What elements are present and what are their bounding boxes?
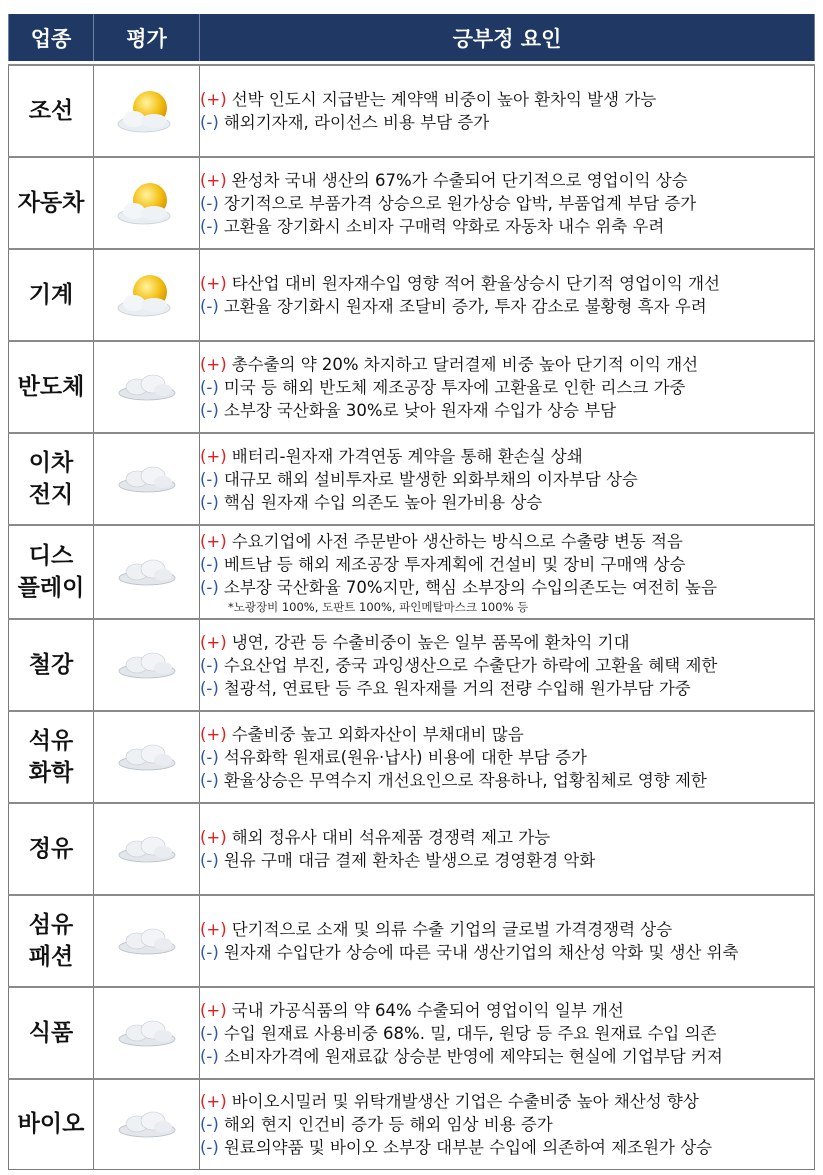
factor-sign: (+) <box>200 90 227 109</box>
sector-cell <box>9 619 94 711</box>
factor-sign: (-) <box>200 216 219 236</box>
sector-cell <box>9 525 94 619</box>
cloud-icon <box>115 1018 179 1048</box>
table-row <box>9 1079 815 1169</box>
positive-factor <box>200 826 814 849</box>
factor-text: 석유화학 원재료(원유·납사) 비용에 대한 부담 증가 <box>223 747 587 767</box>
table-row <box>9 249 815 341</box>
sector-name: 기계 <box>28 282 74 308</box>
factors-cell <box>200 525 815 619</box>
footnote: *노광장비 100%, 도판트 100%, 파인메탈마스크 100% 등 <box>228 599 529 614</box>
rating-cell <box>94 65 200 157</box>
negative-factor <box>200 1113 814 1136</box>
table-row <box>9 65 815 157</box>
factor-text: 미국 등 해외 반도체 제조공장 투자에 고환율로 인한 리스크 가중 <box>223 377 686 397</box>
factors-cell <box>200 987 815 1079</box>
sector-cell <box>9 249 94 341</box>
factor-text: 고환율 장기화시 원자재 조달비 증가, 투자 감소로 불황형 흑자 우려 <box>223 297 707 316</box>
factor-text: 해외 정유사 대비 석유제품 경쟁력 제고 가능 <box>231 828 551 847</box>
sector-name: 바이오 <box>17 1111 85 1138</box>
factor-sign: (-) <box>200 747 219 767</box>
positive-factor <box>200 723 814 746</box>
sector-name: 자동차 <box>17 190 85 216</box>
factor-sign: (-) <box>200 655 219 675</box>
table-row <box>9 987 815 1079</box>
factor-text: 배터리-원자재 가격연동 계약을 통해 환손실 상쇄 <box>231 446 583 466</box>
factor-text: 해외 현지 인건비 증가 등 해외 임상 비용 증가 <box>223 1114 553 1134</box>
negative-factor <box>200 192 814 215</box>
negative-factor <box>200 1136 814 1159</box>
header-rating: 평가 <box>94 14 200 61</box>
table-header-row <box>9 14 815 61</box>
factor-sign: (-) <box>200 678 219 698</box>
table-row <box>9 619 815 711</box>
factor-text: 냉연, 강관 등 수출비중이 높은 일부 품목에 환차익 기대 <box>231 632 630 652</box>
sector-cell <box>9 987 94 1079</box>
header-factors: 긍부정 요인 <box>200 14 815 61</box>
factor-text: 해외기자재, 라이선스 비용 부담 증가 <box>223 113 490 132</box>
negative-factor <box>200 677 814 700</box>
factor-text: 대규모 해외 설비투자로 발생한 외화부채의 이자부담 상승 <box>223 469 638 489</box>
factors-cell <box>200 619 815 711</box>
negative-factor <box>200 215 814 238</box>
table-row <box>9 433 815 525</box>
factor-sign: (-) <box>200 400 219 420</box>
sector-cell <box>9 433 94 525</box>
factors-cell <box>200 249 815 341</box>
sector-name: 식품 <box>28 1020 74 1046</box>
negative-factor <box>200 746 814 769</box>
rating-cell <box>94 895 200 987</box>
positive-factor <box>200 272 814 295</box>
factor-sign: (-) <box>200 1114 219 1134</box>
negative-factor <box>200 941 814 964</box>
sector-name: 석유 화학 <box>28 728 74 786</box>
factor-sign: (+) <box>200 828 227 847</box>
factors-cell <box>200 157 815 249</box>
sector-name: 섬유 패션 <box>28 912 74 970</box>
factor-sign: (+) <box>200 354 227 374</box>
sector-name: 반도체 <box>17 374 85 400</box>
factors-cell <box>200 65 815 157</box>
factor-sign: (-) <box>200 851 219 870</box>
negative-factor <box>200 491 814 514</box>
cloud-icon <box>115 834 179 864</box>
factor-text: 장기적으로 부품가격 상승으로 원가상승 압박, 부품업계 부담 증가 <box>223 193 697 213</box>
factors-cell <box>200 433 815 525</box>
factors-cell <box>200 341 815 433</box>
negative-factor <box>200 376 814 399</box>
factor-text: 국내 가공식품의 약 64% 수출되어 영업이익 일부 개선 <box>231 1000 624 1020</box>
positive-factor <box>200 88 814 111</box>
factor-text: 고환율 장기화시 소비자 구매력 약화로 자동차 내수 위축 우려 <box>223 216 665 236</box>
sector-cell <box>9 895 94 987</box>
factor-text: 바이오시밀러 및 위탁개발생산 기업은 수출비중 높아 채산성 향상 <box>231 1091 699 1111</box>
negative-factor <box>200 1045 814 1068</box>
negative-factor <box>200 576 814 599</box>
factor-sign: (+) <box>200 920 227 939</box>
factor-text: 환율상승은 무역수지 개선요인으로 작용하나, 업황침체로 영향 제한 <box>223 770 707 790</box>
factors-cell <box>200 895 815 987</box>
factors-cell <box>200 711 815 803</box>
negative-factor <box>200 769 814 792</box>
factor-sign: (-) <box>200 193 219 213</box>
cloud-icon <box>115 650 179 680</box>
positive-factor <box>200 1090 814 1113</box>
rating-cell <box>94 157 200 249</box>
factor-text: 수요기업에 사전 주문받아 생산하는 방식으로 수출량 변동 적음 <box>231 531 683 551</box>
factor-text: 베트남 등 해외 제조공장 투자계획에 건설비 및 장비 구매액 상승 <box>223 554 686 574</box>
factor-text: 수출비중 높고 외화자산이 부채대비 많음 <box>231 724 524 744</box>
positive-factor <box>200 631 814 654</box>
negative-factor <box>200 468 814 491</box>
negative-factor <box>200 1022 814 1045</box>
rating-cell <box>94 341 200 433</box>
positive-factor <box>200 530 814 553</box>
sector-cell <box>9 711 94 803</box>
positive-factor <box>200 445 814 468</box>
negative-factor <box>200 553 814 576</box>
factor-text: 철광석, 연료탄 등 주요 원자재를 거의 전량 수입해 원가부담 가중 <box>223 678 691 698</box>
rating-cell <box>94 987 200 1079</box>
factor-sign: (-) <box>200 770 219 790</box>
factor-sign: (-) <box>200 554 219 574</box>
factor-sign: (-) <box>200 377 219 397</box>
factor-sign: (+) <box>200 274 227 293</box>
factor-text: 원자재 수입단가 상승에 따른 국내 생산기업의 채산성 악화 및 생산 위축 <box>223 943 739 962</box>
factor-sign: (-) <box>200 469 219 489</box>
industry-impact-table <box>8 14 815 1170</box>
header-sector: 업종 <box>9 14 94 61</box>
factor-sign: (+) <box>200 1091 227 1111</box>
sector-name: 철강 <box>28 652 74 678</box>
factor-sign: (-) <box>200 1137 219 1157</box>
rating-cell <box>94 711 200 803</box>
factor-text: 소부장 국산화율 30%로 낮아 원자재 수입가 상승 부담 <box>223 400 617 420</box>
rating-cell <box>94 1079 200 1169</box>
rating-cell <box>94 249 200 341</box>
factor-sign: (-) <box>200 297 219 316</box>
negative-factor <box>200 399 814 422</box>
factor-text: 원료의약품 및 바이오 소부장 대부분 수입에 의존하여 제조원가 상승 <box>223 1137 713 1157</box>
factor-sign: (+) <box>200 724 227 744</box>
factor-text: 수입 원재료 사용비중 68%. 밀, 대두, 원당 등 주요 원재료 수입 의존 <box>223 1023 717 1043</box>
cloud-icon <box>115 372 179 402</box>
table-row <box>9 711 815 803</box>
factor-text: 소비자가격에 원재료값 상승분 반영에 제약되는 현실에 기업부담 커져 <box>223 1046 723 1066</box>
sector-name: 조선 <box>28 98 74 124</box>
cloud-icon <box>115 557 179 587</box>
factor-sign: (+) <box>200 170 227 190</box>
factor-text: 완성차 국내 생산의 67%가 수출되어 단기적으로 영업이익 상승 <box>231 170 688 190</box>
factor-text: 수요산업 부진, 중국 과잉생산으로 수출단가 하락에 고환율 혜택 제한 <box>223 655 718 675</box>
positive-factor <box>200 999 814 1022</box>
sector-name: 디스 플레이 <box>17 543 85 601</box>
factor-sign: (+) <box>200 1000 227 1020</box>
cloud-icon <box>115 1109 179 1139</box>
rating-cell <box>94 619 200 711</box>
sector-cell <box>9 341 94 433</box>
cloud-icon <box>115 926 179 956</box>
factor-sign: (-) <box>200 492 219 512</box>
table-body <box>9 65 815 1169</box>
sun-behind-cloud-icon <box>114 180 180 226</box>
positive-factor <box>200 169 814 192</box>
sector-cell <box>9 803 94 895</box>
table-row <box>9 803 815 895</box>
factor-sign: (+) <box>200 446 227 466</box>
table-row <box>9 157 815 249</box>
factor-text: 단기적으로 소재 및 의류 수출 기업의 글로벌 가격경쟁력 상승 <box>231 920 673 939</box>
factor-text: 총수출의 약 20% 차지하고 달러결제 비중 높아 단기적 이익 개선 <box>231 354 699 374</box>
rating-cell <box>94 525 200 619</box>
factors-cell <box>200 803 815 895</box>
table-row <box>9 895 815 987</box>
factor-text: 타산업 대비 원자재수입 영향 적어 환율상승시 단기적 영업이익 개선 <box>231 274 720 293</box>
factor-text: 선박 인도시 지급받는 계약액 비중이 높아 환차익 발생 가능 <box>231 90 657 109</box>
cloud-icon <box>115 464 179 494</box>
factor-text: 핵심 원자재 수입 의존도 높아 원가비용 상승 <box>223 492 543 512</box>
factor-sign: (-) <box>200 943 219 962</box>
positive-factor <box>200 353 814 376</box>
factor-sign: (-) <box>200 577 219 597</box>
factor-sign: (-) <box>200 1046 219 1066</box>
factor-text: 소부장 국산화율 70%지만, 핵심 소부장의 수입의존도는 여전히 높음 <box>223 577 717 597</box>
factor-sign: (-) <box>200 113 219 132</box>
rating-cell <box>94 803 200 895</box>
negative-factor <box>200 849 814 872</box>
sector-cell <box>9 65 94 157</box>
factors-cell <box>200 1079 815 1169</box>
factor-sign: (+) <box>200 632 227 652</box>
sector-name: 정유 <box>28 836 74 862</box>
sun-behind-cloud-icon <box>114 88 180 134</box>
negative-factor <box>200 111 814 134</box>
table-row <box>9 525 815 619</box>
sun-behind-cloud-icon <box>114 272 180 318</box>
sector-cell <box>9 1079 94 1169</box>
sector-cell <box>9 157 94 249</box>
factor-sign: (+) <box>200 531 227 551</box>
factor-text: 원유 구매 대금 결제 환차손 발생으로 경영환경 악화 <box>223 851 596 870</box>
negative-factor <box>200 654 814 677</box>
positive-factor <box>200 918 814 941</box>
negative-factor <box>200 295 814 318</box>
cloud-icon <box>115 742 179 772</box>
sector-name: 이차 전지 <box>28 450 74 508</box>
table-row <box>9 341 815 433</box>
factor-sign: (-) <box>200 1023 219 1043</box>
rating-cell <box>94 433 200 525</box>
